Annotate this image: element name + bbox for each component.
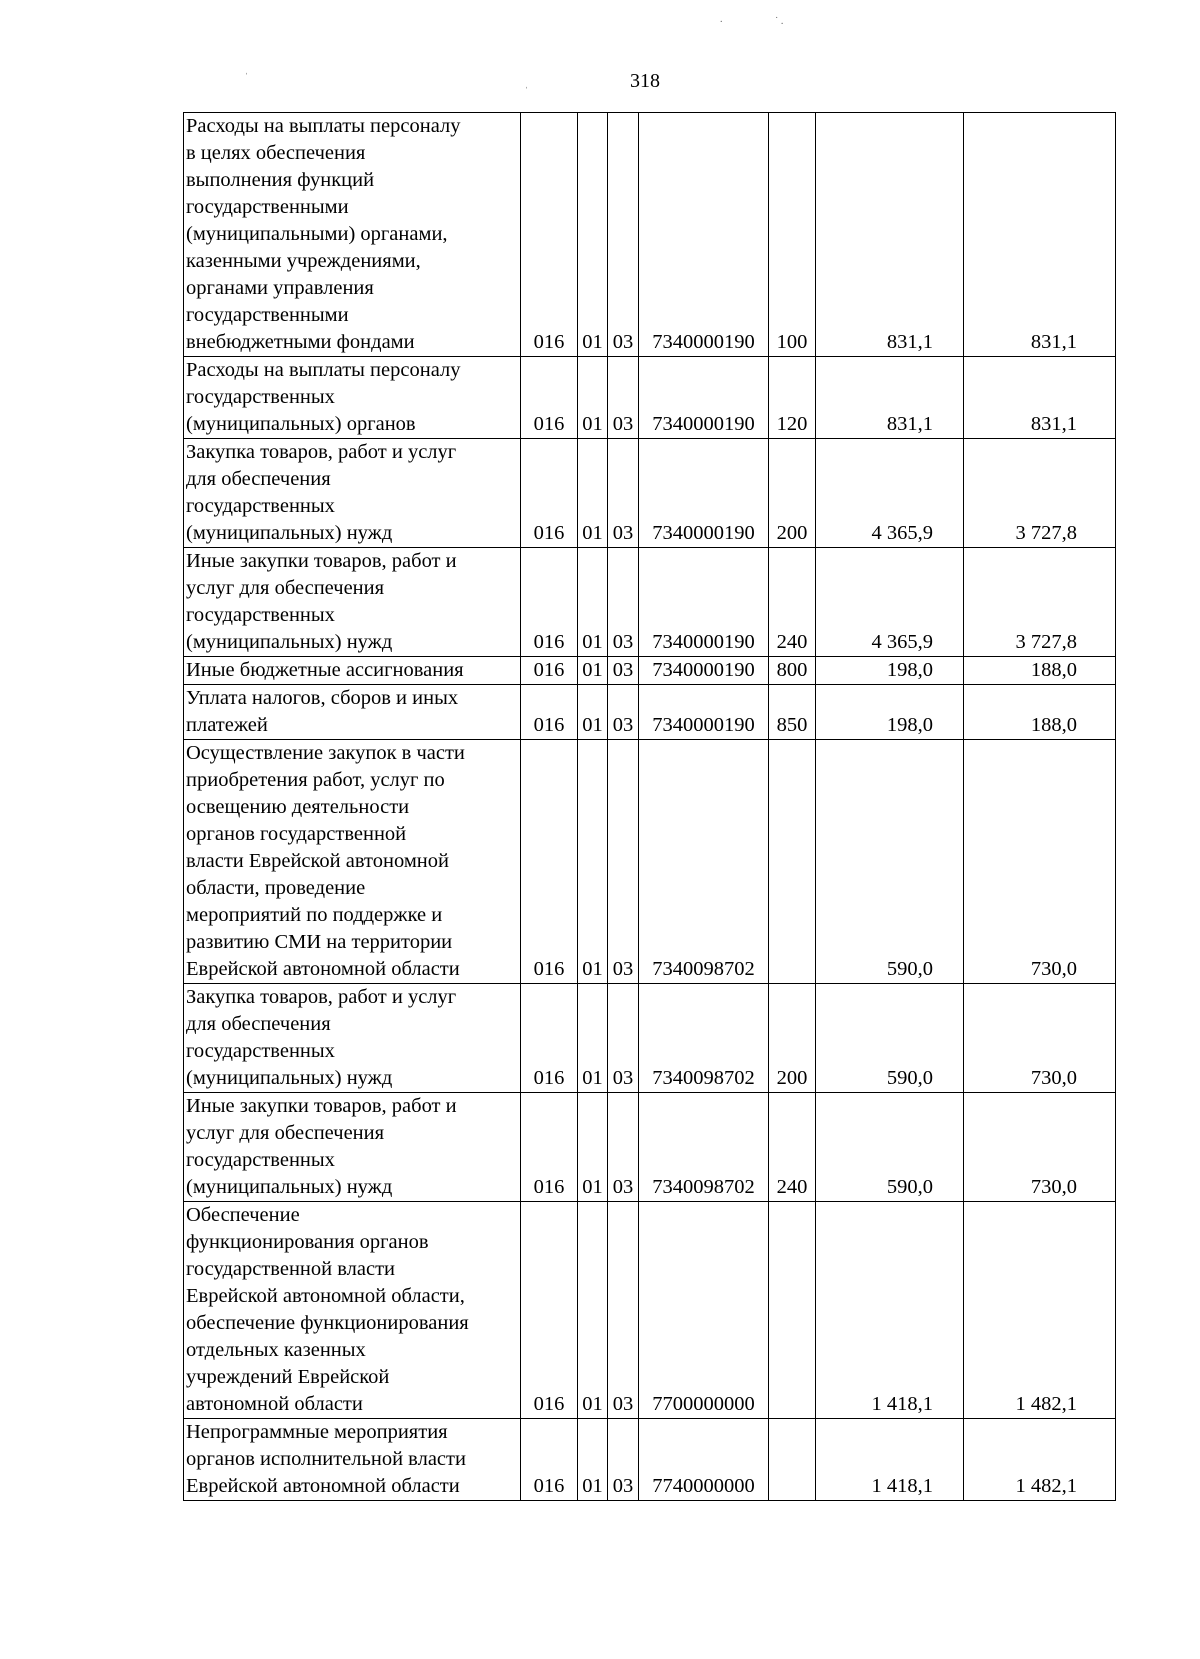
row-section-code: 01	[578, 657, 608, 685]
row-name: Иные закупки товаров, работ и услуг для обеспечения государственных (муниципальных) нужд	[184, 548, 521, 657]
row-name: Иные бюджетные ассигнования	[184, 657, 521, 685]
row-expense-type: 800	[769, 657, 816, 685]
scan-speck: ˌ	[525, 78, 529, 89]
row-ved-code: 016	[521, 113, 578, 357]
row-sum-year-1: 831,1	[816, 357, 964, 439]
table-row	[184, 548, 1116, 657]
row-ved-code: 016	[521, 1419, 578, 1501]
row-subsection-code: 03	[608, 113, 639, 357]
row-section-code: 01	[578, 439, 608, 548]
row-target-article: 7340000190	[639, 357, 769, 439]
row-expense-type	[769, 1202, 816, 1419]
row-section-code: 01	[578, 357, 608, 439]
page-number: 318	[630, 70, 660, 92]
row-target-article: 7340098702	[639, 1093, 769, 1202]
row-sum-year-2: 831,1	[964, 357, 1116, 439]
row-target-article: 7340000190	[639, 113, 769, 357]
row-expense-type: 100	[769, 113, 816, 357]
row-expense-type	[769, 740, 816, 984]
table-row	[184, 357, 1116, 439]
row-name: Расходы на выплаты персоналу в целях обеспечения выполнения функций государственными (муниципальными) органами, казенными учреждениями, органами управления государственными внебюджетными фондами	[184, 113, 521, 357]
table-row	[184, 1202, 1116, 1419]
row-sum-year-2: 730,0	[964, 740, 1116, 984]
row-subsection-code: 03	[608, 548, 639, 657]
row-target-article: 7340098702	[639, 984, 769, 1093]
row-target-article: 7340000190	[639, 439, 769, 548]
row-section-code: 01	[578, 548, 608, 657]
row-expense-type: 240	[769, 548, 816, 657]
row-target-article: 7740000000	[639, 1419, 769, 1501]
row-subsection-code: 03	[608, 357, 639, 439]
row-sum-year-2: 1 482,1	[964, 1202, 1116, 1419]
row-ved-code: 016	[521, 685, 578, 740]
row-sum-year-1: 831,1	[816, 113, 964, 357]
row-expense-type: 120	[769, 357, 816, 439]
row-target-article: 7340000190	[639, 548, 769, 657]
row-sum-year-2: 188,0	[964, 685, 1116, 740]
row-sum-year-1: 198,0	[816, 657, 964, 685]
row-target-article: 7700000000	[639, 1202, 769, 1419]
row-sum-year-1: 1 418,1	[816, 1202, 964, 1419]
row-ved-code: 016	[521, 548, 578, 657]
table-row	[184, 740, 1116, 984]
row-expense-type: 850	[769, 685, 816, 740]
row-subsection-code: 03	[608, 657, 639, 685]
row-sum-year-2: 3 727,8	[964, 439, 1116, 548]
row-name: Закупка товаров, работ и услуг для обеспечения государственных (муниципальных) нужд	[184, 984, 521, 1093]
row-name: Иные закупки товаров, работ и услуг для обеспечения государственных (муниципальных) нужд	[184, 1093, 521, 1202]
table-row	[184, 657, 1116, 685]
row-section-code: 01	[578, 740, 608, 984]
row-name: Обеспечение функционирования органов государственной власти Еврейской автономной области, обеспечение функционирования отдельных казенных учреждений Еврейской автономной области	[184, 1202, 521, 1419]
row-section-code: 01	[578, 984, 608, 1093]
budget-table	[183, 112, 1116, 1501]
row-ved-code: 016	[521, 1093, 578, 1202]
row-subsection-code: 03	[608, 685, 639, 740]
row-ved-code: 016	[521, 357, 578, 439]
row-sum-year-1: 198,0	[816, 685, 964, 740]
row-sum-year-1: 1 418,1	[816, 1419, 964, 1501]
table-row	[184, 1419, 1116, 1501]
row-subsection-code: 03	[608, 1202, 639, 1419]
row-name: Непрограммные мероприятия органов исполнительной власти Еврейской автономной области	[184, 1419, 521, 1501]
row-sum-year-2: 730,0	[964, 984, 1116, 1093]
row-target-article: 7340000190	[639, 685, 769, 740]
row-expense-type: 240	[769, 1093, 816, 1202]
row-subsection-code: 03	[608, 1419, 639, 1501]
row-subsection-code: 03	[608, 740, 639, 984]
scan-speck: ˈ	[245, 72, 249, 83]
row-target-article: 7340098702	[639, 740, 769, 984]
row-sum-year-1: 590,0	[816, 984, 964, 1093]
row-section-code: 01	[578, 113, 608, 357]
table-row	[184, 984, 1116, 1093]
row-sum-year-2: 730,0	[964, 1093, 1116, 1202]
row-target-article: 7340000190	[639, 657, 769, 685]
row-ved-code: 016	[521, 984, 578, 1093]
row-ved-code: 016	[521, 657, 578, 685]
row-sum-year-2: 1 482,1	[964, 1419, 1116, 1501]
table-row	[184, 113, 1116, 357]
row-subsection-code: 03	[608, 984, 639, 1093]
row-name: Осуществление закупок в части приобретения работ, услуг по освещению деятельности органов государственной власти Еврейской автономной области, проведение мероприятий по поддержке и развитию СМИ на территории Еврейской автономной области	[184, 740, 521, 984]
row-ved-code: 016	[521, 439, 578, 548]
row-sum-year-2: 831,1	[964, 113, 1116, 357]
row-section-code: 01	[578, 1419, 608, 1501]
row-name: Закупка товаров, работ и услуг для обеспечения государственных (муниципальных) нужд	[184, 439, 521, 548]
row-sum-year-1: 4 365,9	[816, 439, 964, 548]
row-sum-year-2: 188,0	[964, 657, 1116, 685]
table-row	[184, 439, 1116, 548]
row-name: Расходы на выплаты персоналу государственных (муниципальных) органов	[184, 357, 521, 439]
scan-speck: ˙ .	[775, 16, 784, 27]
row-sum-year-1: 590,0	[816, 740, 964, 984]
row-section-code: 01	[578, 685, 608, 740]
row-section-code: 01	[578, 1202, 608, 1419]
row-name: Уплата налогов, сборов и иных платежей	[184, 685, 521, 740]
row-expense-type	[769, 1419, 816, 1501]
table-row	[184, 1093, 1116, 1202]
row-section-code: 01	[578, 1093, 608, 1202]
row-subsection-code: 03	[608, 1093, 639, 1202]
scan-speck: .	[720, 14, 723, 25]
row-sum-year-1: 590,0	[816, 1093, 964, 1202]
row-expense-type: 200	[769, 439, 816, 548]
row-ved-code: 016	[521, 1202, 578, 1419]
row-ved-code: 016	[521, 740, 578, 984]
row-subsection-code: 03	[608, 439, 639, 548]
table-row	[184, 685, 1116, 740]
row-expense-type: 200	[769, 984, 816, 1093]
row-sum-year-1: 4 365,9	[816, 548, 964, 657]
row-sum-year-2: 3 727,8	[964, 548, 1116, 657]
